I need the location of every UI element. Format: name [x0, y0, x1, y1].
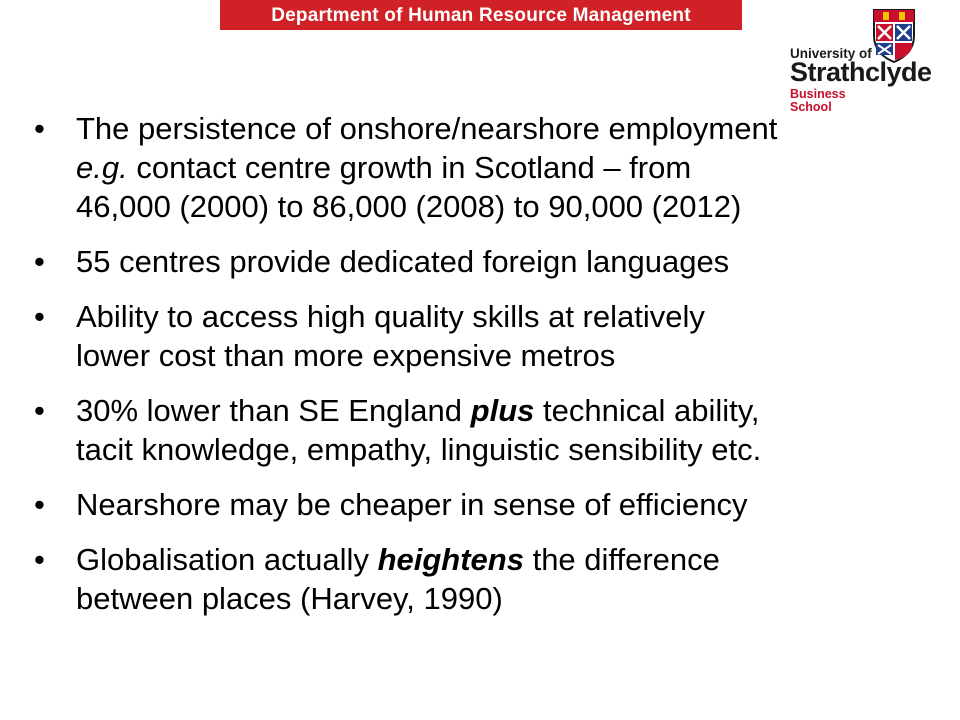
bullet-text-part: technical ability,: [534, 393, 760, 428]
bullet-text: 55 centres provide dedicated foreign languages: [76, 244, 730, 279]
bullet-text: 46,000 (2000) to 86,000 (2008) to 90,000 (2012): [76, 189, 742, 224]
bullet-item: [22, 242, 942, 281]
bullet-text-part: the difference: [523, 542, 720, 577]
bullet-marker: •: [34, 487, 45, 522]
bullet-text: [76, 148, 942, 187]
logo-business: Business: [790, 87, 846, 101]
bullet-marker: •: [34, 111, 45, 146]
bullet-item: [22, 391, 942, 469]
bullet-text-part: 30% lower than SE England: [76, 393, 471, 428]
bullet-item: [22, 109, 942, 226]
header-title: Department of Human Resource Management: [271, 5, 691, 26]
header-bar: [220, 0, 742, 30]
bullet-item: [22, 485, 942, 524]
bullet-text: lower cost than more expensive metros: [76, 338, 616, 373]
logo-school: School: [790, 100, 832, 114]
bullet-text: tacit knowledge, empathy, linguistic sensibility etc.: [76, 432, 762, 467]
bullet-marker: •: [34, 244, 45, 279]
bullet-item: [22, 297, 942, 375]
bullet-marker: •: [34, 393, 45, 428]
bullet-text: [76, 540, 942, 579]
logo-strathclyde: Strathclyde: [790, 57, 932, 87]
bullet-text-part: Globalisation actually: [76, 542, 378, 577]
bullet-text: The persistence of onshore/nearshore employment: [76, 111, 778, 146]
bullet-text-part: contact centre growth in Scotland – from: [127, 150, 692, 185]
emphasis-text: heightens: [377, 542, 524, 577]
bullet-list: [22, 109, 942, 634]
bullet-text: [76, 391, 942, 430]
bullet-marker: •: [34, 299, 45, 334]
university-logo: [788, 8, 958, 113]
bullet-text: Nearshore may be cheaper in sense of efficiency: [76, 487, 748, 522]
bullet-text: Ability to access high quality skills at relatively: [76, 299, 705, 334]
bullet-item: [22, 540, 942, 618]
logo-university-of: University of: [790, 46, 872, 61]
bullet-text: between places (Harvey, 1990): [76, 581, 503, 616]
university-crest-icon: [870, 8, 918, 64]
bullet-marker: •: [34, 542, 45, 577]
italic-text: e.g.: [76, 150, 128, 185]
emphasis-text: plus: [470, 393, 535, 428]
